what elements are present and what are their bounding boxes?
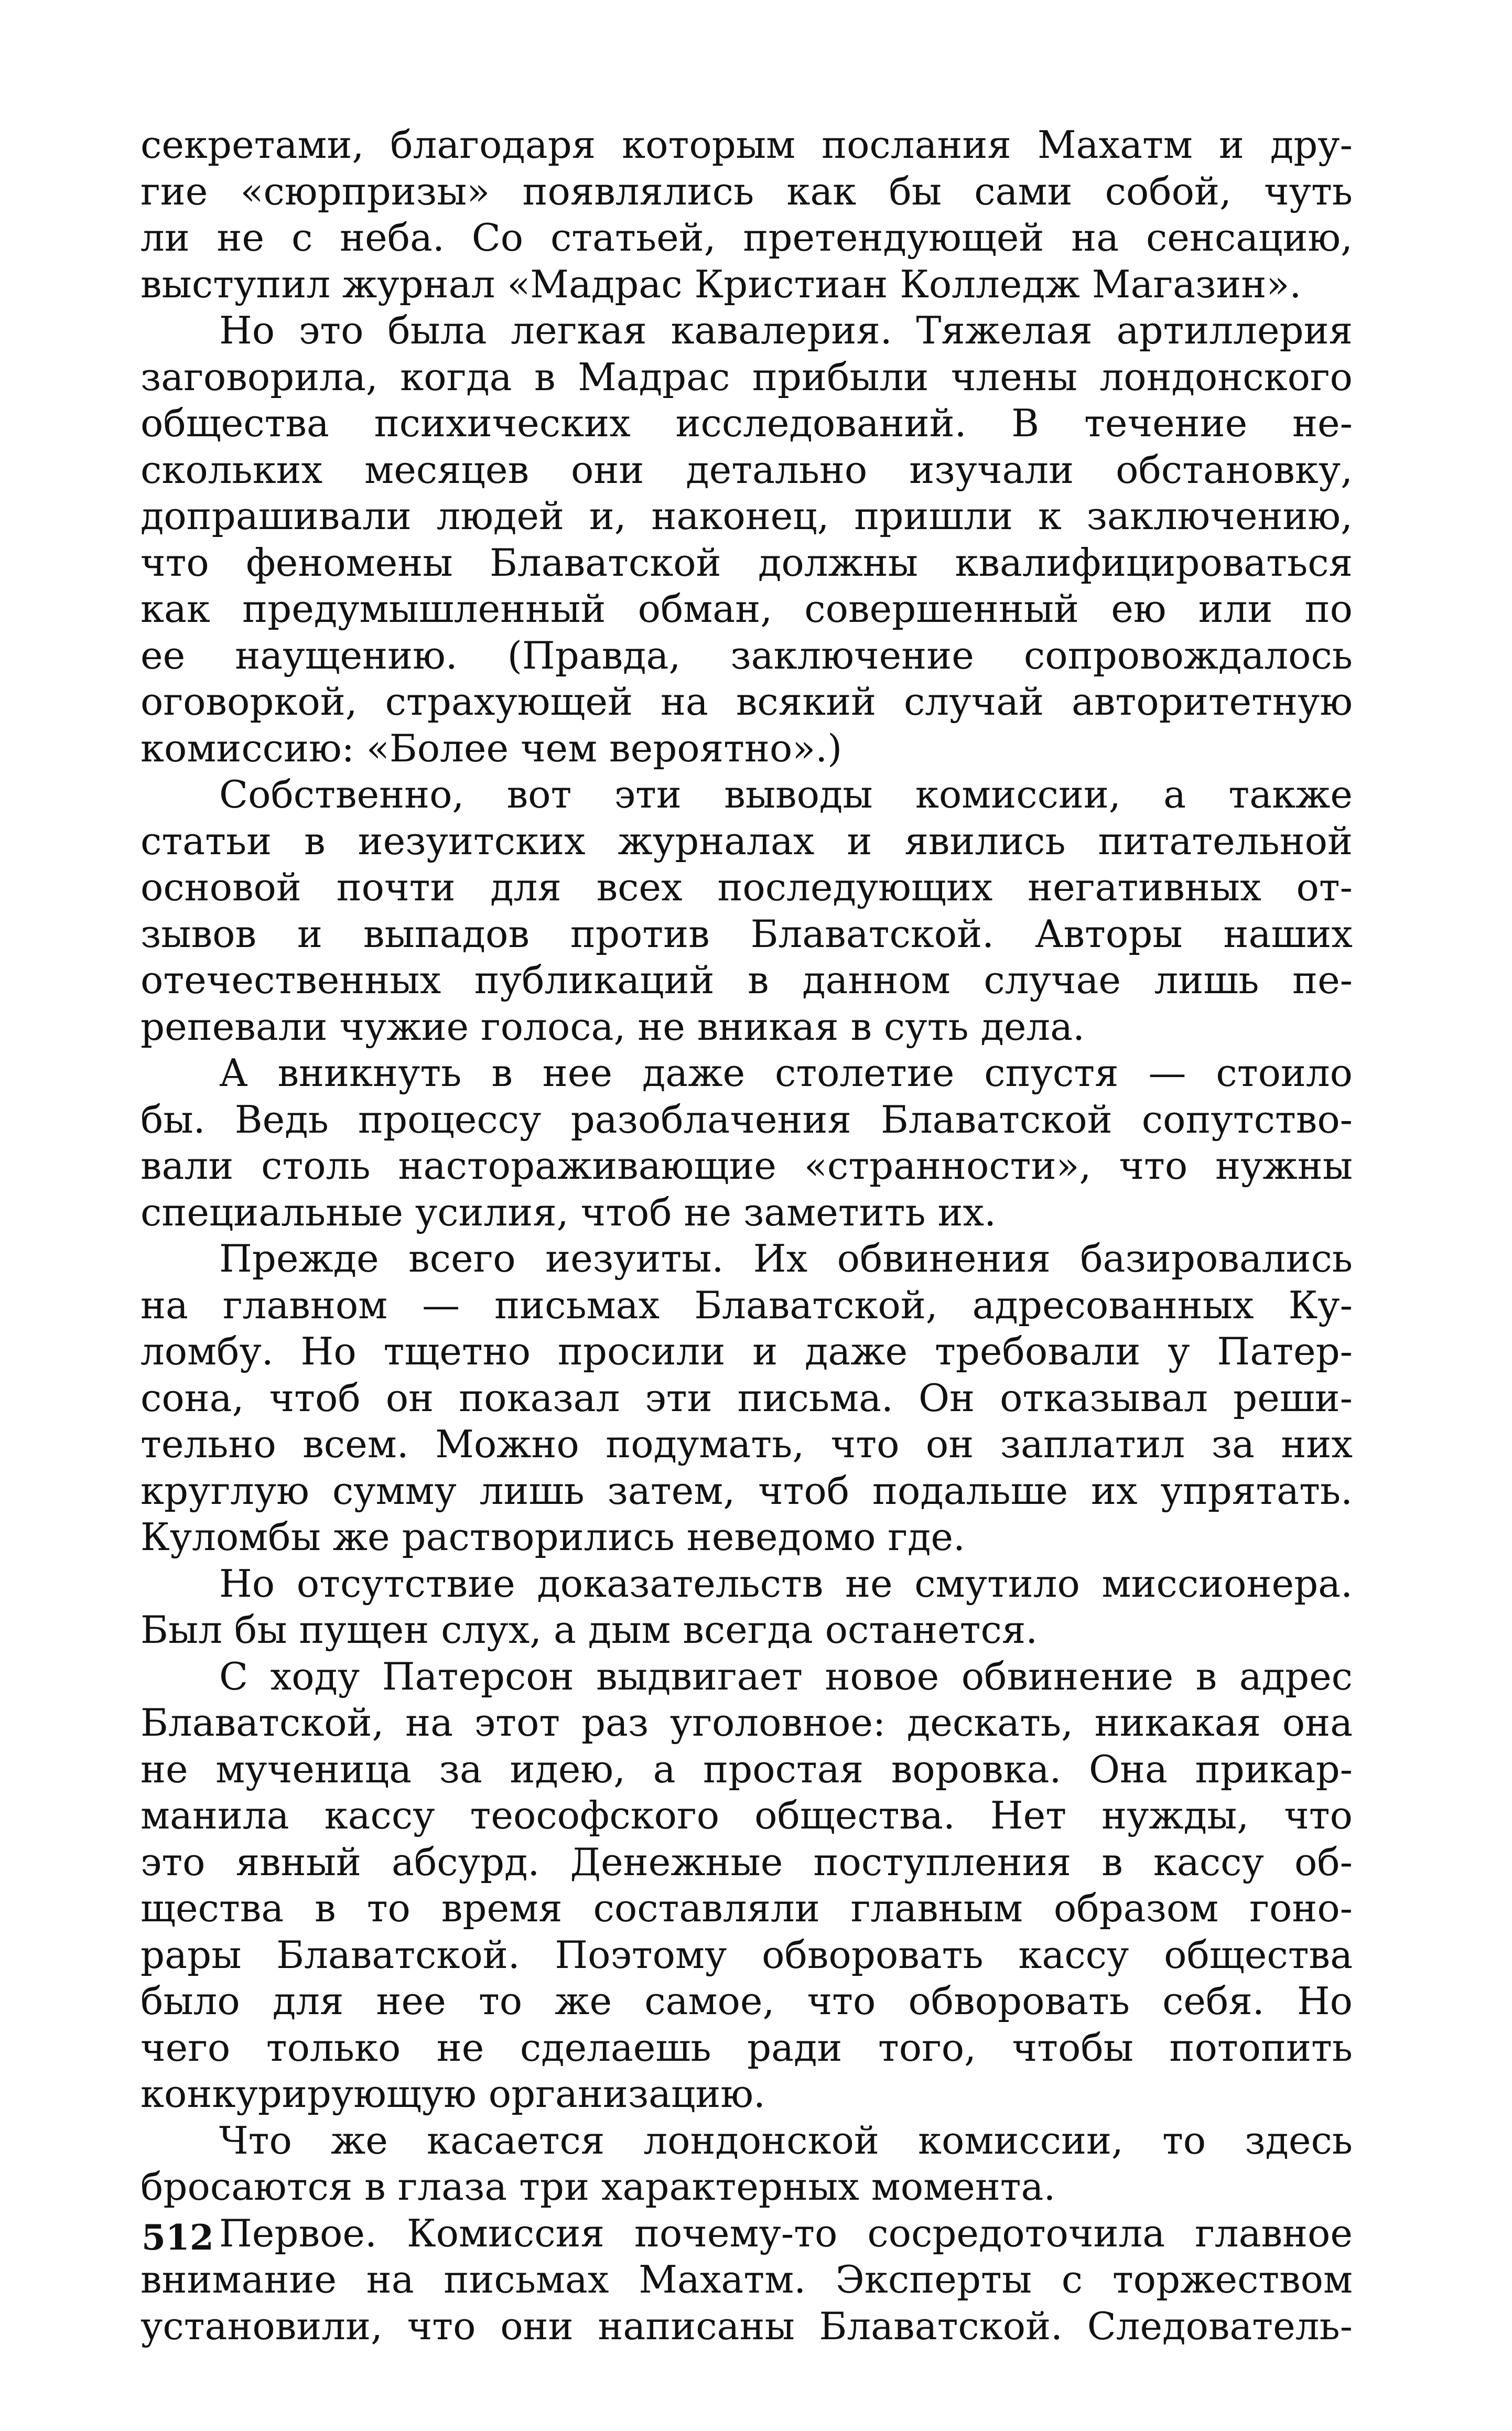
text-line: тельно всем. Можно подумать, что он заплатил за них (141, 1422, 1353, 1466)
text-line: оговоркой, страхующей на всякий случай авторитетную (141, 680, 1353, 724)
text-line: Блаватской, на этот раз уголовное: дескать, никакая она (141, 1701, 1353, 1745)
paragraph (141, 1050, 1353, 1235)
text-line: манила кассу теософского общества. Нет нужды, что (141, 1793, 1353, 1837)
text-line: Первое. Комиссия почему-то сосредоточила главное (219, 2211, 1353, 2255)
text-line: статьи в иезуитских журналах и явились питательной (141, 819, 1353, 863)
paragraph (141, 122, 1353, 307)
text-line: отечественных публикаций в данном случае лишь пе- (141, 958, 1353, 1002)
text-line: репевали чужие голоса, не вникая в суть дела. (141, 1004, 1085, 1049)
text-line: внимание на письмах Махатм. Эксперты с торжеством (141, 2257, 1353, 2301)
text-line: Куломбы же растворились неведомо где. (141, 1515, 965, 1559)
text-line: рары Блаватской. Поэтому обворовать кассу общества (141, 1932, 1353, 1977)
text-line: выступил журнал «Мадрас Кристиан Колледж Магазин». (141, 262, 1302, 306)
text-line: не мученица за идею, а простая воровка. Она прикар- (141, 1747, 1353, 1791)
text-line: Но это была легкая кавалерия. Тяжелая артиллерия (219, 308, 1353, 352)
body-text (141, 122, 1353, 2349)
paragraph (141, 307, 1353, 771)
text-line: это явный абсурд. Денежные поступления в кассу об- (141, 1840, 1353, 1884)
text-line: вали столь настораживающие «странности», что нужны (141, 1144, 1353, 1188)
text-line: специальные усилия, чтоб не заметить их. (141, 1190, 996, 1234)
text-line: зывов и выпадов против Блаватской. Авторы наших (141, 911, 1353, 956)
text-line: бросаются в глаза три характерных момента. (141, 2165, 1056, 2209)
text-line: как предумышленный обман, совершенный ею или по (141, 587, 1353, 631)
text-line: Собственно, вот эти выводы комиссии, а также (219, 772, 1353, 816)
text-line: С ходу Патерсон выдвигает новое обвинение в адрес (219, 1654, 1353, 1698)
text-line: на главном — письмах Блаватской, адресованных Ку- (141, 1283, 1353, 1327)
text-line: конкурирующую организацию. (141, 2072, 765, 2116)
paragraph (141, 1235, 1353, 1561)
text-line: А вникнуть в нее даже столетие спустя — стоило (219, 1051, 1353, 1095)
text-line: круглую сумму лишь затем, чтоб подальше их упрятать. (141, 1468, 1353, 1513)
paragraph (141, 2117, 1353, 2210)
text-line: комиссию: «Более чем вероятно».) (141, 726, 843, 770)
text-line: общества психических исследований. В течение не- (141, 401, 1353, 445)
paragraph (141, 771, 1353, 1050)
text-line: Прежде всего иезуиты. Их обвинения базировались (219, 1236, 1353, 1281)
text-line: допрашивали людей и, наконец, пришли к заключению, (141, 494, 1353, 538)
text-line: скольких месяцев они детально изучали обстановку, (141, 447, 1353, 492)
page-number: 512 (142, 2217, 214, 2258)
text-line: заговорила, когда в Мадрас прибыли члены лондонского (141, 354, 1353, 399)
text-line: секретами, благодаря которым послания Махатм и дру- (141, 123, 1353, 167)
text-line: бы. Ведь процессу разоблачения Блаватской сопутство- (141, 1097, 1353, 1142)
text-line: основой почти для всех последующих негативных от- (141, 865, 1353, 909)
text-line: сона, чтоб он показал эти письма. Он отказывал реши- (141, 1375, 1353, 1420)
paragraph (141, 2210, 1353, 2350)
text-line: щества в то время составляли главным образом гоно- (141, 1886, 1353, 1930)
text-line: Был бы пущен слух, а дым всегда останется. (141, 1608, 1038, 1652)
text-line: что феномены Блаватской должны квалифицироваться (141, 540, 1353, 585)
text-line: ломбу. Но тщетно просили и даже требовали у Патер- (141, 1329, 1353, 1373)
paragraph (141, 1653, 1353, 2117)
text-line: гие «сюрпризы» появлялись как бы сами собой, чуть (141, 169, 1353, 213)
text-line: Что же касается лондонской комиссии, то здесь (219, 2118, 1353, 2163)
text-line: установили, что они написаны Блаватской. Следователь- (141, 2304, 1353, 2348)
text-line: ее наущению. (Правда, заключение сопровождалось (141, 633, 1353, 677)
text-line: чего только не сделаешь ради того, чтобы потопить (141, 2025, 1353, 2070)
paragraph (141, 1561, 1353, 1653)
text-line: Но отсутствие доказательств не смутило миссионера. (219, 1561, 1353, 1606)
text-line: ли не с неба. Со статьей, претендующей на сенсацию, (141, 216, 1353, 260)
text-line: было для нее то же самое, что обворовать себя. Но (141, 1979, 1353, 2023)
